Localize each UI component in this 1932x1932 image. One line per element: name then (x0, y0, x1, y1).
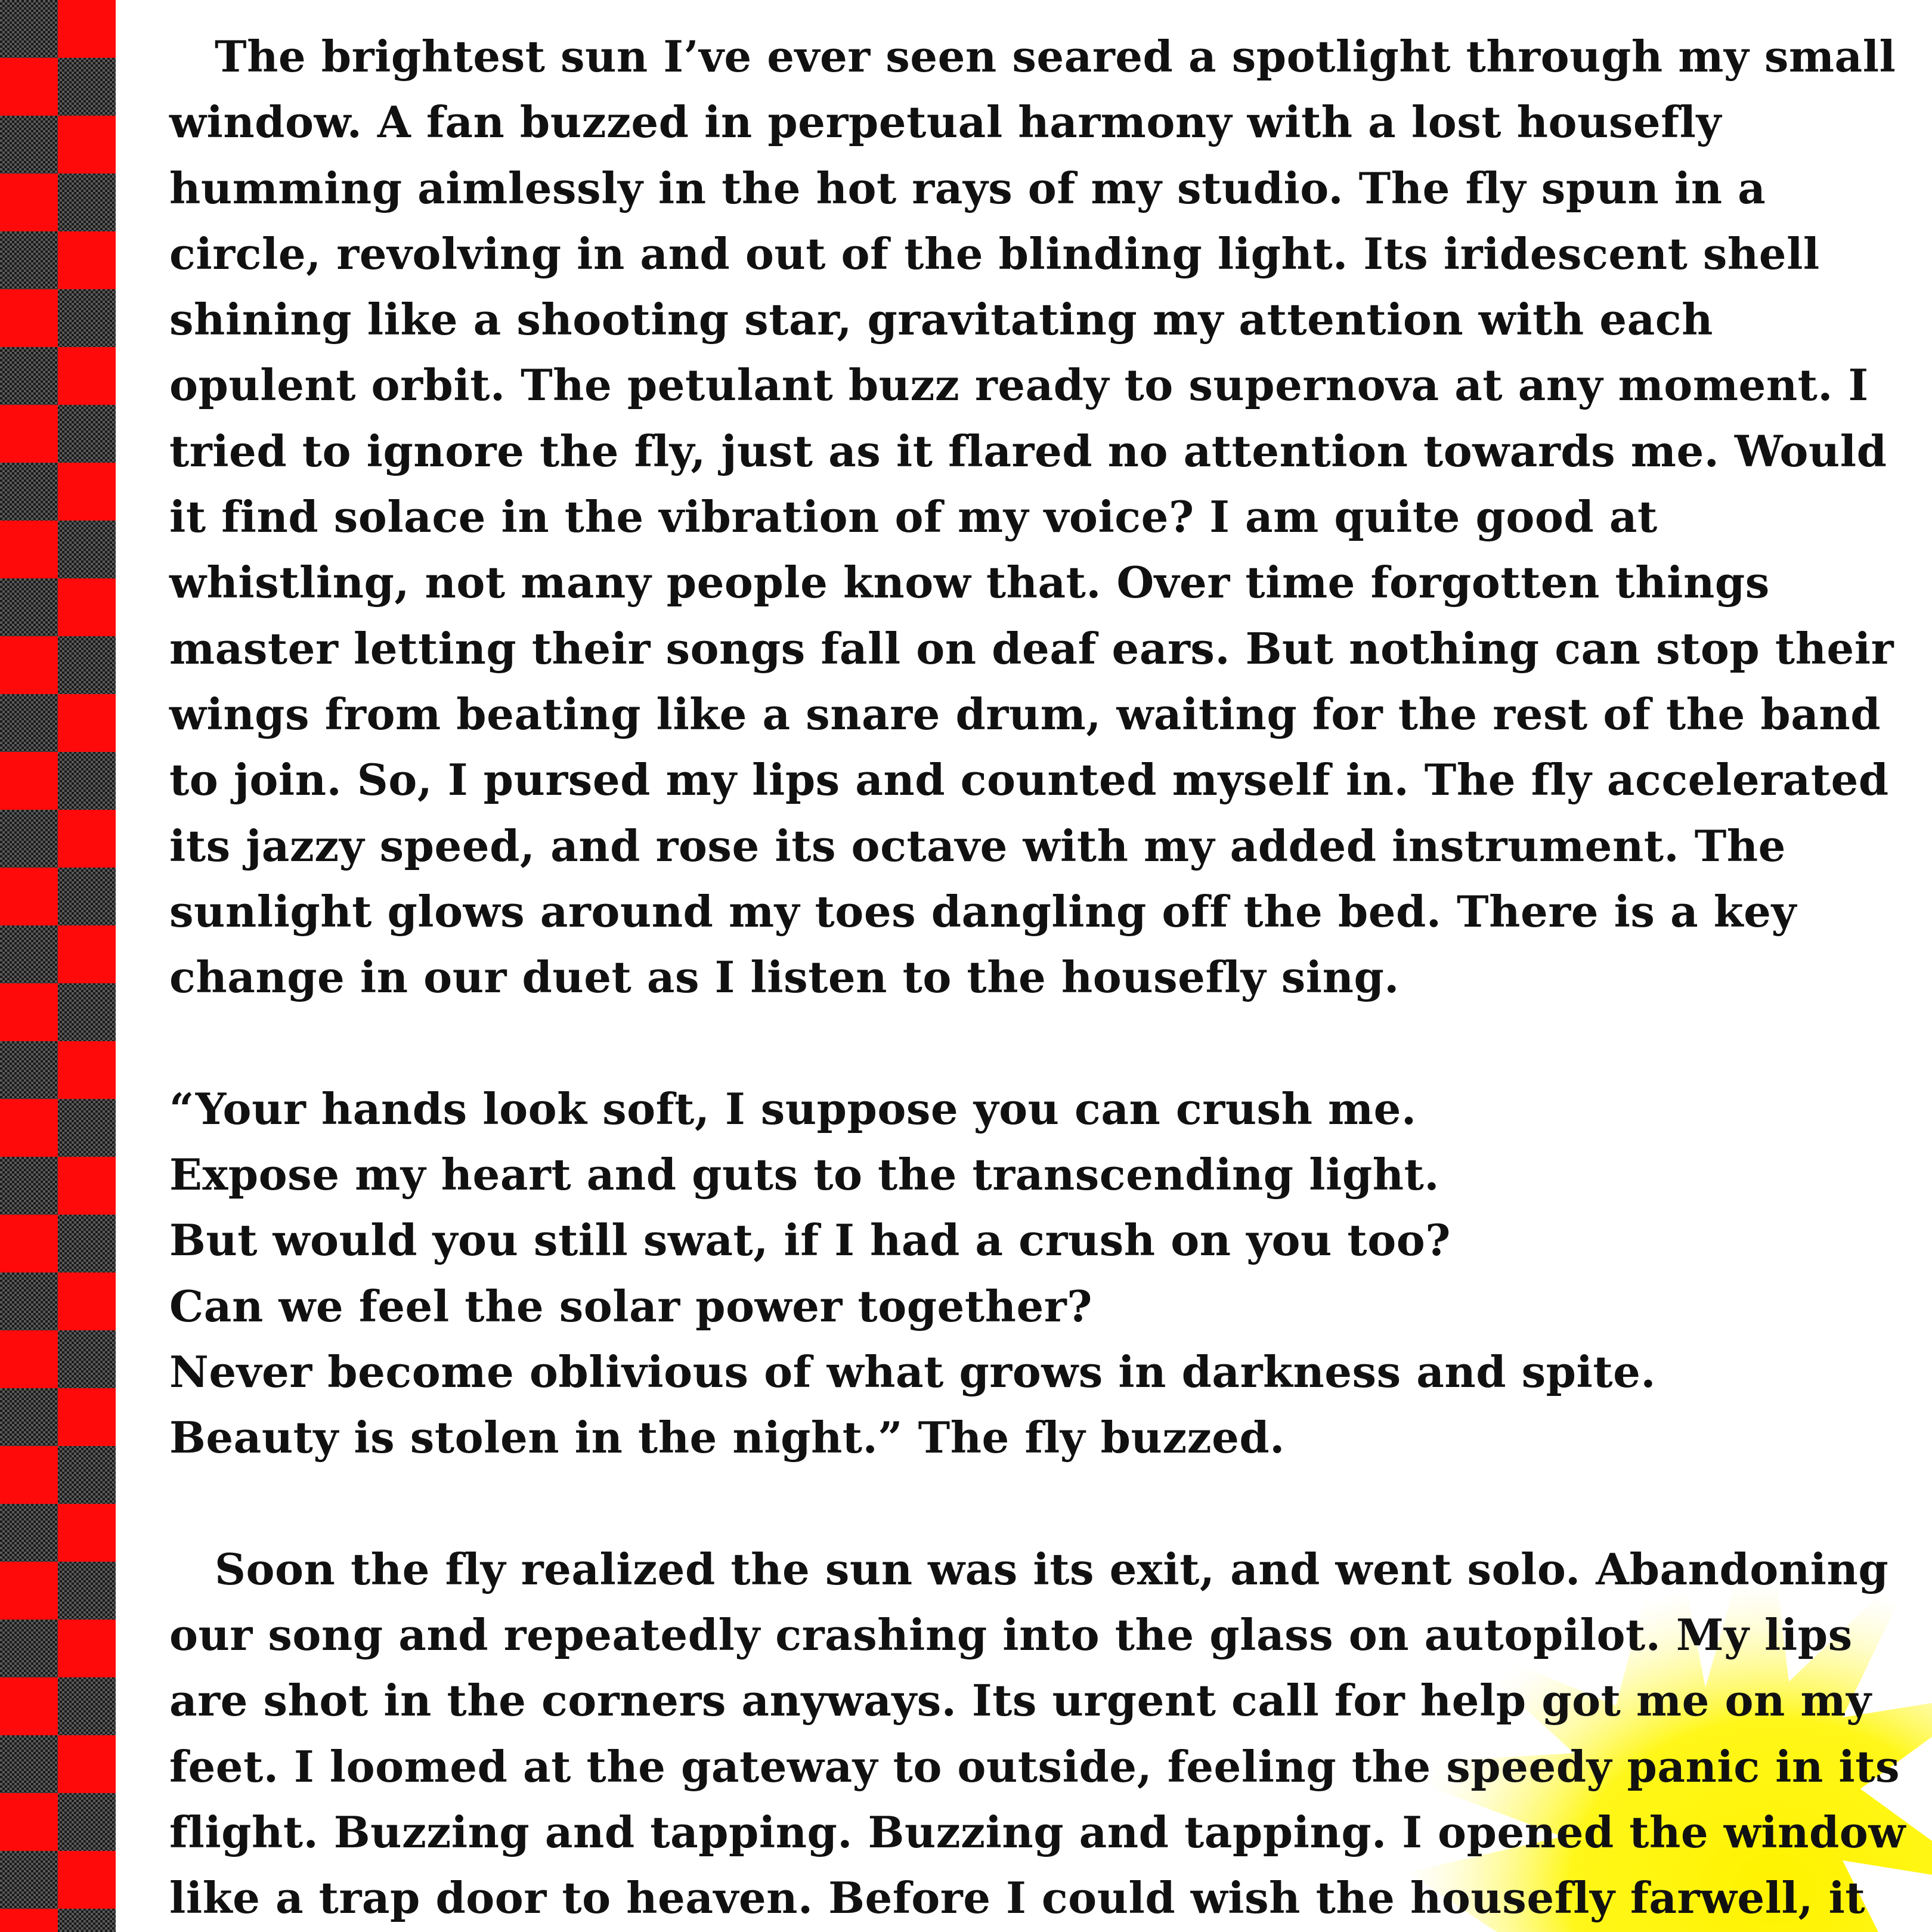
paragraph-one (169, 24, 1911, 1010)
text-line: wings from beating like a snare drum, waiting for the rest of the band (169, 688, 1881, 739)
text-line: are shot in the corners anyways. Its urgent call for help got me on my (169, 1675, 1872, 1726)
paragraph-gap (169, 1471, 1911, 1537)
text-line: circle, revolving in and out of the blinding light. Its iridescent shell (169, 228, 1820, 279)
poem-line: Expose my heart and guts to the transcending light. (169, 1149, 1439, 1200)
text-line: shining like a shooting star, gravitating my attention with each (169, 294, 1713, 345)
text-line: change in our duet as I listen to the housefly sing. (169, 952, 1400, 1003)
story-text (169, 24, 1911, 1931)
text-line: its jazzy speed, and rose its octave with my added instrument. The (169, 820, 1786, 871)
text-line: feet. I loomed at the gateway to outside, feeling the speedy panic in its (169, 1741, 1900, 1792)
poem-line: But would you still swat, if I had a crush on you too? (169, 1215, 1451, 1266)
checkered-border (0, 0, 116, 1932)
text-line: whistling, not many people know that. Over time forgotten things (169, 557, 1770, 608)
text-line: it find solace in the vibration of my voice? I am quite good at (169, 491, 1658, 543)
text-line: tried to ignore the fly, just as it flared no attention towards me. Would (169, 425, 1887, 476)
text-line: sunlight glows around my toes dangling off the bed. There is a key (169, 886, 1797, 937)
paragraph-two (169, 1537, 1911, 1931)
paragraph-gap (169, 1010, 1911, 1076)
text-line: to join. So, I pursed my lips and counted myself in. The fly accelerated (169, 754, 1889, 806)
poem-stanza (169, 1076, 1911, 1471)
poem-line: Never become oblivious of what grows in darkness and spite. (169, 1346, 1656, 1397)
text-line: like a trap door to heaven. Before I could wish the housefly farwell, it (169, 1872, 1866, 1924)
text-line: master letting their songs fall on deaf ears. But nothing can stop their (169, 623, 1894, 674)
poem-line: Beauty is stolen in the night.” The fly buzzed. (169, 1412, 1285, 1463)
text-line: humming aimlessly in the hot rays of my studio. The fly spun in a (169, 162, 1766, 213)
text-line: our song and repeatedly crashing into the glass on autopilot. My lips (169, 1609, 1853, 1661)
text-line: flight. Buzzing and tapping. Buzzing and tapping. I opened the window (169, 1807, 1906, 1858)
checkered-border-pattern (0, 0, 116, 1932)
text-line: The brightest sun I’ve ever seen seared a spotlight through my small (215, 31, 1896, 82)
poem-line: “Your hands look soft, I suppose you can crush me. (169, 1083, 1417, 1134)
text-line: window. A fan buzzed in perpetual harmony with a lost housefly (169, 97, 1722, 148)
text-line: Soon the fly realized the sun was its exit, and went solo. Abandoning (215, 1543, 1889, 1594)
poem-line: Can we feel the solar power together? (169, 1280, 1092, 1332)
text-line: opulent orbit. The petulant buzz ready to supernova at any moment. I (169, 360, 1869, 411)
